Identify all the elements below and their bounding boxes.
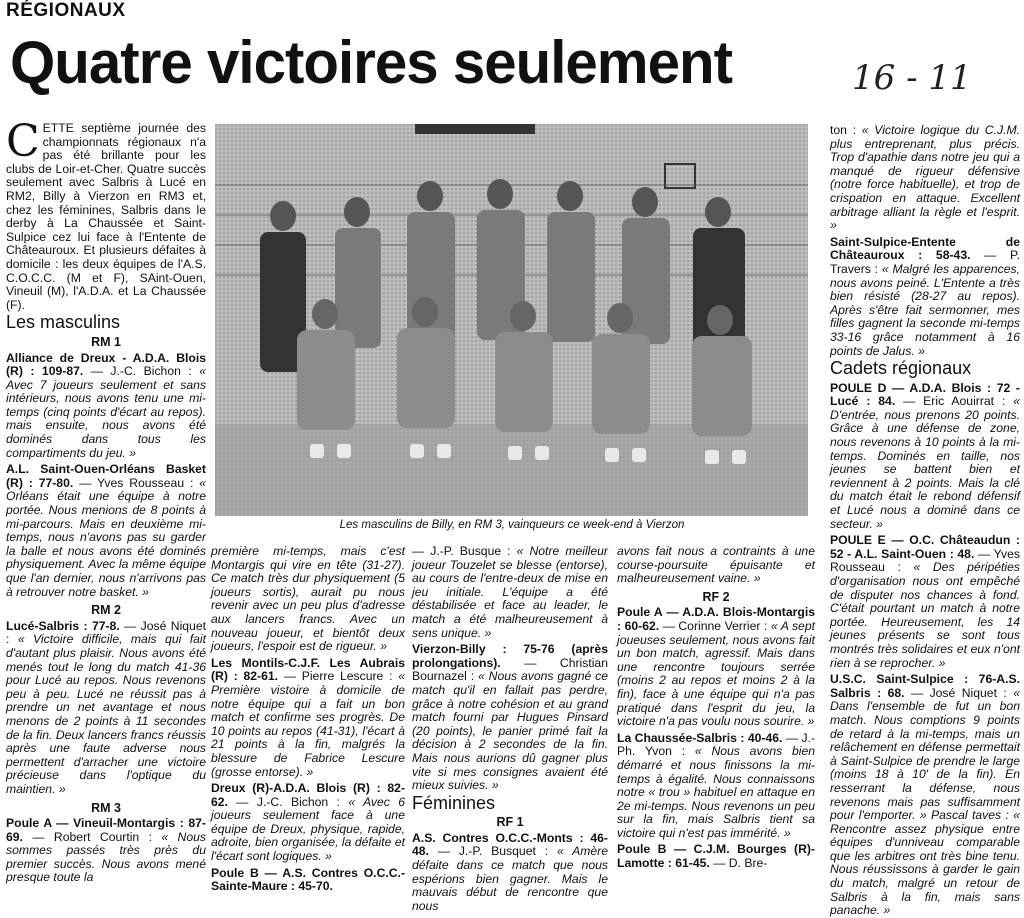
article-contres-continued: — J.-P. Busque : « Notre meilleur joueur Touzelet se blesse (entorse), au cours de l'entre-deux de mise en jeu initiale. L'équipe a été déstabilisée et face au leader, le match a été malheureusement à sens unique. » (412, 544, 608, 640)
article-blois-montargis: Poule A — A.D.A. Blois-Montargis : 60-62. — Corinne Verrier : « A sept joueuses seulement, nous avons fait un bon match, agressif. Mais dans une rencontre toujours serrée (moins 2 au repos et moins 2 à la fin), face à une équipe qui n'a pas pratiqué dans l'esprit du jeu, la victoire n'a pas voulu nous sourire. » (617, 605, 815, 729)
subheading-rf1: RF 1 (496, 815, 524, 830)
article-contres-sainte-maure: Poule B — A.S. Contres O.C.C.-Sainte-Maure : 45-70. (211, 865, 405, 894)
article-bourges-lamotte: Poule B — C.J.M. Bourges (R)-Lamotte : 61-45. — D. Bre- (617, 842, 815, 871)
article-blois-luce-cadets: POULE D — A.D.A. Blois : 72 - Lucé : 84. — Eric Aouirrat : « D'entrée, nous prenons 20 points. Grâce à une défense de zone, nous revenons à 10 points à la mi-temps. Dominés en taille, nos jeunes se battent bien et reviennent à 2 points. Mais la clé du match était le rebond défensif et Lucé nous a dominé dans ce secteur. » (830, 380, 1020, 531)
heading-cadets: Cadets régionaux (830, 358, 972, 379)
article-saint-sulpice-salbris: U.S.C. Saint-Sulpice : 76-A.S. Salbris : 68. — José Niquet : « Dans l'ensemble de fut un bon match. Nous comptions 9 points de retard à la mi-temps, mais un relâchement en défense permettait à Saint-Sulpice de prendre le large (moins 18 à 10' de la fin). En resserrant la défense, nous revenons mais pas suffisamment pour l'emporter. » Pascal taves : « Rencontre assez physique entre équipes d'unniveau comparable que les arbitres ont très bine tenu. Nous réussissons à garder le gain du match, malgré un retour de Salbris à la fin, mais sans panache. » (830, 672, 1020, 918)
headline: Quatre victoires seulement (10, 29, 732, 96)
heading-masculins: Les masculins (6, 312, 121, 333)
article-chaussee-salbris: La Chaussée-Salbris : 40-46. — J.-Ph. Yvon : « Nous avons bien démarré et nous finissons la mi-temps à égalité. Nous connaissons notre « trou » habituel en attaque en 2e mi-temps. Nous revenons un peu sur la fin, mais Salbris tient sa victoire qui n'est pas immérité. » (617, 730, 816, 840)
article-montils-aubrais: Les Montils-C.J.F. Les Aubrais (R) : 82-61. — Pierre Lescure : « Première vistoire à domicile de notre équipe qui a fait un bon match et confirme ses progrès. De 10 points au repos (41-31), l'écart à 21 points à la fin, malgrés la blessure de Fabrice Lescure (grosse entorse). » (211, 655, 405, 779)
photo-caption: Les masculins de Billy, en RM 3, vainqueurs ce week-end à Vierzon (339, 519, 685, 531)
subheading-rm2: RM 2 (91, 603, 121, 618)
subheading-rf2: RF 2 (702, 589, 730, 604)
article-saint-sulpice-chateauroux: Saint-Sulpice-Entente de Châteauroux : 58-43. — P. Travers : « Malgré les apparences, nous avons peiné. L'Entente a très bien résisté (28-27 au repos). Après s'être fait sermonner, mes filles gagnent la seconde mi-temps 33-16 grâce notamment à 16 points de Jalus. » (830, 234, 1020, 358)
article-chateaudun-saint-ouen: POULE E — O.C. Châteaudun : 52 - A.L. Saint-Ouen : 48. — Yves Rousseau : « Des péripéties d'organisation nous ont empêché de disputer nos chances à fond. C'était pourtant un match à notre portée. Heureusement, les 14 jeunes présents se sont tous montrés très solidaires et eux n'ont rien à se reprocher. » (830, 533, 1020, 670)
subheading-rm1: RM 1 (91, 334, 121, 349)
article-vierzon-billy: Vierzon-Billy : 75-76 (après prolongations). — Christian Bournazel : « Nous avons gagné ce match qu'il en fallait pas perdre, grâce à notre cohésion et au grand match fourni par Hugues Pinsard (20 points), le panier primé fait la décision à 2 secondes de la fin. Mais nous aurions dû gagner plus vite si mes consignes avaient été mieux suivies. » (412, 642, 609, 793)
article-contres-monts-continued: avons fait nous a contraints à une course-poursuite épuisante et malheureusement vaine. » (617, 544, 815, 586)
article-vineuil-montargis: Poule A — Vineuil-Montargis : 87-69. — Robert Courtin : « Nous sommes passés très près du premier succès. Nous avons mené presque toute la (6, 816, 206, 885)
handwritten-date: 16 - 11 (852, 58, 972, 98)
section-label: RÉGIONAUX (6, 0, 126, 21)
article-bourges-continued: ton : « Victoire logique du C.J.M. plus entreprenant, plus précis. Trop d'apathie dans notre jeu qui a manqué de rigueur défensive (notre force habituelle), et trop de crispation en attaque. Excellent arbitrage alliant la règle et l'esprit. » (830, 123, 1020, 233)
column-2 (211, 545, 405, 908)
heading-feminines: Féminines (412, 792, 496, 813)
article-vineuil-continued: première mi-temps, mais c'est Montargis qui vire en tête (31-27). Ce match très dur physiquement (5 joueurs sortis), aurait pu nous revenir avec un peu plus d'adresse aux lancers francs. Avec un nouveau joueur, et bientôt deux joueurs, l'espoir est de rigueur. » (211, 544, 405, 654)
article-contres-monts: A.S. Contres O.C.C.-Monts : 46-48. — J.-P. Busquet : « Amère défaite dans ce match que nous espérions bien gagner. Mais le mauvais début de rencontre que nous (412, 830, 608, 913)
column-1 (6, 116, 206, 908)
article-dreux-blois-rm3: Dreux (R)-A.D.A. Blois (R) : 82-62. — J.-C. Bichon : « Avec 6 joueurs seulement face à une équipe de Dreux, physique, rapide, adroite, bien organisée, la défaite et l'écart sont logiques. » (211, 781, 406, 864)
article-saint-ouen-orleans: A.L. Saint-Ouen-Orléans Basket (R) : 77-80. — Yves Rousseau : « Orléans était une équipe à notre portée. Nous menions de 8 points à mi-parcours. Mais en deuxième mi-temps, nous n'avons pas su garder la balle et nous avons été dominés physiquement. Avec la même équipe que l'an dernier, nous n'arrivons pas à retrouver notre basket. » (6, 462, 206, 599)
team-photo-image (215, 124, 808, 516)
column-3 (412, 544, 609, 913)
subheading-rm3: RM 3 (91, 800, 121, 815)
column-5 (830, 123, 1020, 918)
article-luce-salbris: Lucé-Salbris : 77-8. — José Niquet : « Victoire difficile, mais qui fait d'autant plus plaisir. Nous avons été menés tout le long du match 41-36 pour Lucé au repos. Nous revenons peu à peu. Lucé ne réussit pas à prendre un net avantage et nous menons de 2 points à 11 secondes de la fin. Deux lancers francs réussis après une faute adverse nous permettent d'arracher une victoire précieuse dans l'optique du maintien. » (6, 618, 206, 796)
team-photo (215, 124, 808, 516)
column-4 (617, 545, 815, 908)
article-dreux-blois: Alliance de Dreux - A.D.A. Blois (R) : 109-87. — J.-C. Bichon : « Avec 7 joueurs seulement et sans intérieurs, nous avons tenu une mi-temps (cinq points d'écart au repos). mais ensuite, nous avons été dominés dans tous les compartiments du jeu. » (6, 350, 206, 460)
intro-paragraph: CETTE septième journée des championnats régionaux n'a pas été brillante pour les clubs de Loir-et-Cher. Quatre succès seulement avec Salbris à Lucé en RM2, Billy à Vierzon en RM3 et, chez les féminines, Salbris dans le derby à La Chaussée et Saint-Sulpice cez lui face à l'Entente de Châteauroux. Et plusieurs défaites à domicile : les deux équipes de l'A.S. C.O.C.C. (M et F), SAint-Ouen, Vineuil (M), l'A.D.A. et La Chaussée (F). (6, 116, 206, 312)
